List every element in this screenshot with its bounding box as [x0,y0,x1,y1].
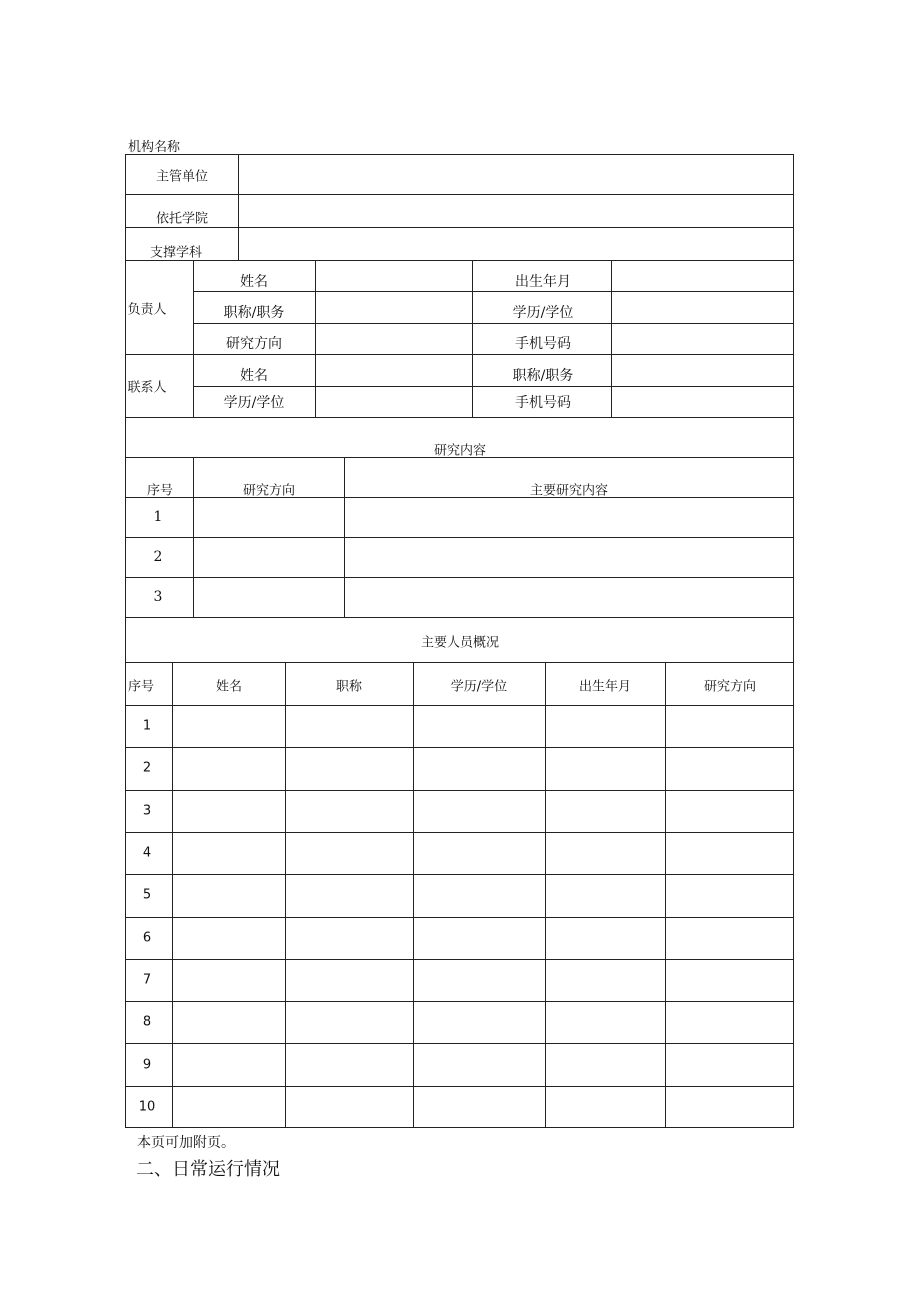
personnel-cell-field[interactable] [666,833,793,873]
discipline-label: 支撑学科 [149,245,203,261]
research-content-field[interactable] [345,578,793,616]
personnel-col-header: 学历/学位 [450,679,508,695]
leader-degree-field[interactable] [612,292,793,322]
personnel-cell-field[interactable] [286,1087,412,1127]
personnel-heading: 主要人员概况 [420,635,500,651]
personnel-cell-field[interactable] [286,706,412,746]
contact-degree-field[interactable] [316,387,471,416]
personnel-cell-field[interactable] [286,1002,412,1042]
personnel-cell-field[interactable] [173,748,284,789]
personnel-col-header: 姓名 [215,679,243,695]
personnel-cell-field[interactable] [286,875,412,916]
personnel-col-header: 序号 [127,679,155,695]
research-col-content: 主要研究内容 [529,483,609,499]
personnel-row-number: 10 [138,1099,156,1115]
section-heading: 二、日常运行情况 [136,1159,280,1180]
personnel-row-number: 9 [142,1057,152,1073]
research-row-number: 1 [153,509,163,525]
college-label: 依托学院 [155,211,209,227]
research-content-heading: 研究内容 [433,443,487,459]
personnel-cell-field[interactable] [414,1087,544,1127]
research-direction-field[interactable] [194,578,343,616]
personnel-cell-field[interactable] [414,960,544,1000]
personnel-cell-field[interactable] [666,875,793,916]
personnel-cell-field[interactable] [666,1044,793,1085]
personnel-cell-field[interactable] [666,918,793,958]
research-direction-field[interactable] [194,498,343,536]
personnel-cell-field[interactable] [173,1002,284,1042]
supervisor-label: 主管单位 [155,169,209,185]
supervisor-field[interactable] [239,156,793,193]
personnel-cell-field[interactable] [414,918,544,958]
contact-name-field[interactable] [316,355,471,385]
leader-birth-label: 出生年月 [515,274,571,290]
form-title: 机构名称 [128,140,181,155]
leader-phone-field[interactable] [612,324,793,353]
personnel-cell-field[interactable] [666,706,793,746]
personnel-col-header: 职称 [335,679,363,695]
personnel-cell-field[interactable] [414,706,544,746]
personnel-cell-field[interactable] [286,833,412,873]
row-rule [126,617,794,618]
personnel-cell-field[interactable] [546,791,664,831]
personnel-row-number: 7 [142,972,152,988]
personnel-cell-field[interactable] [286,791,412,831]
personnel-col-header: 出生年月 [578,679,632,695]
personnel-cell-field[interactable] [286,1044,412,1085]
research-row-number: 2 [153,549,163,565]
personnel-cell-field[interactable] [173,875,284,916]
personnel-cell-field[interactable] [546,1002,664,1042]
personnel-cell-field[interactable] [666,1087,793,1127]
contact-title-label: 职称/职务 [512,368,574,384]
research-row-number: 3 [153,589,163,605]
personnel-cell-field[interactable] [414,748,544,789]
contact-phone-field[interactable] [612,387,793,416]
personnel-cell-field[interactable] [666,748,793,789]
contact-degree-label: 学历/学位 [223,395,285,411]
leader-title-field[interactable] [316,292,471,322]
research-content-field[interactable] [345,498,793,536]
personnel-row-number: 4 [142,845,152,861]
personnel-row-number: 5 [142,887,152,903]
contact-phone-label: 手机号码 [515,395,571,411]
leader-title-label: 职称/职务 [223,305,285,321]
personnel-cell-field[interactable] [286,918,412,958]
research-direction-field[interactable] [194,538,343,576]
institution-form-table [125,154,794,1128]
personnel-cell-field[interactable] [173,706,284,746]
contact-label: 联系人 [127,380,167,396]
personnel-cell-field[interactable] [414,875,544,916]
research-content-field[interactable] [345,538,793,576]
personnel-cell-field[interactable] [414,791,544,831]
personnel-cell-field[interactable] [173,918,284,958]
college-field[interactable] [239,195,793,226]
personnel-row-number: 2 [142,760,152,776]
personnel-cell-field[interactable] [414,1044,544,1085]
personnel-cell-field[interactable] [546,1044,664,1085]
personnel-row-number: 8 [142,1014,152,1030]
personnel-col-header: 研究方向 [703,679,757,695]
leader-degree-label: 学历/学位 [512,305,574,321]
contact-title-field[interactable] [612,355,793,385]
personnel-cell-field[interactable] [546,960,664,1000]
personnel-cell-field[interactable] [414,833,544,873]
personnel-cell-field[interactable] [666,960,793,1000]
row-rule [126,662,794,663]
personnel-cell-field[interactable] [666,1002,793,1042]
attachment-note: 本页可加附页。 [137,1135,235,1151]
personnel-row-number: 1 [142,718,152,734]
personnel-cell-field[interactable] [546,748,664,789]
row-rule [126,457,794,458]
personnel-row-number: 6 [142,930,152,946]
personnel-cell-field[interactable] [173,833,284,873]
personnel-cell-field[interactable] [546,875,664,916]
person-divider [472,260,473,417]
leader-label: 负责人 [127,302,167,318]
leader-birth-field[interactable] [612,261,793,290]
leader-research-field[interactable] [316,324,471,353]
leader-research-label: 研究方向 [226,336,282,352]
personnel-cell-field[interactable] [546,706,664,746]
discipline-field[interactable] [239,228,793,259]
person-divider [193,260,194,417]
personnel-cell-field[interactable] [173,1044,284,1085]
research-col-direction: 研究方向 [242,483,296,499]
row-rule [126,417,794,418]
personnel-cell-field[interactable] [286,960,412,1000]
personnel-cell-field[interactable] [546,1087,664,1127]
personnel-cell-field[interactable] [546,833,664,873]
leader-phone-label: 手机号码 [515,336,571,352]
personnel-cell-field[interactable] [546,918,664,958]
personnel-cell-field[interactable] [173,791,284,831]
personnel-cell-field[interactable] [414,1002,544,1042]
leader-name-field[interactable] [316,261,471,290]
leader-name-label: 姓名 [240,274,268,290]
research-col-no: 序号 [146,483,174,499]
personnel-cell-field[interactable] [173,960,284,1000]
contact-name-label: 姓名 [240,368,268,384]
personnel-cell-field[interactable] [666,791,793,831]
personnel-cell-field[interactable] [286,748,412,789]
personnel-cell-field[interactable] [173,1087,284,1127]
personnel-row-number: 3 [142,803,152,819]
